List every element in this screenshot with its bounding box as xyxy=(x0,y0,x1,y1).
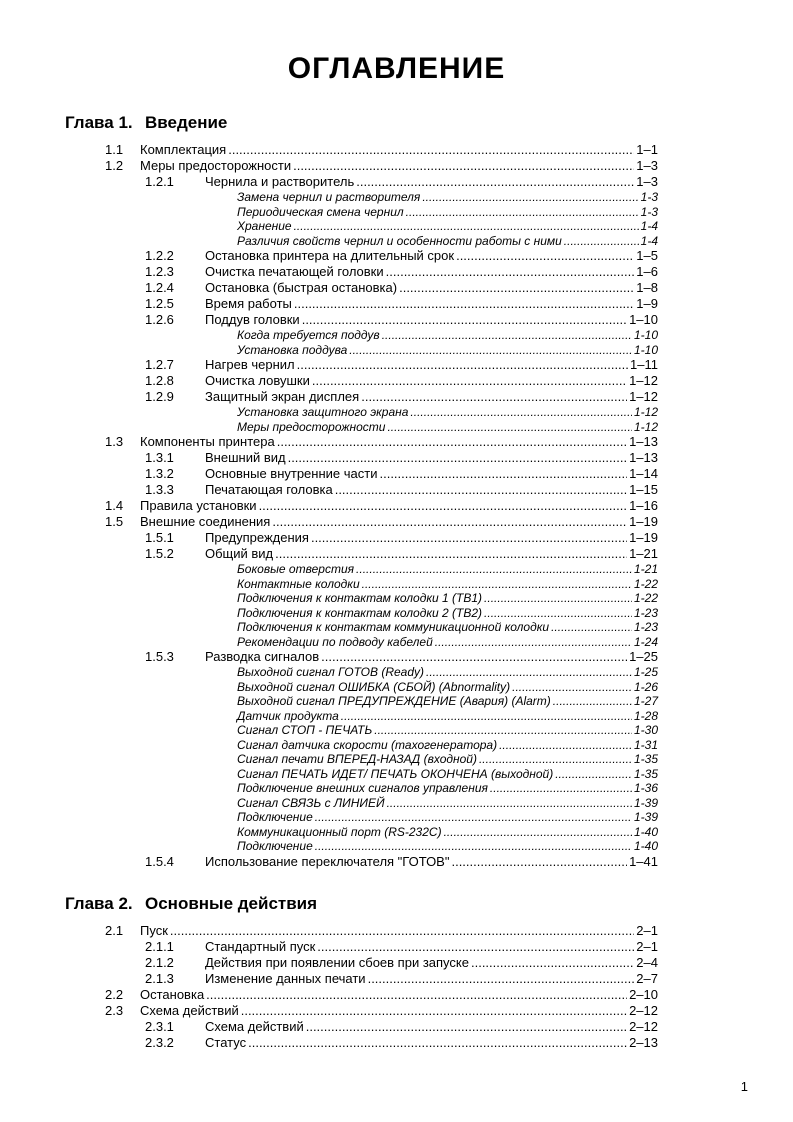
toc-entry-page: 1–12 xyxy=(629,389,658,404)
toc-entry[interactable] xyxy=(65,649,658,665)
toc-entry[interactable] xyxy=(65,694,658,709)
toc-entry-number: 1.5.2 xyxy=(145,546,174,561)
chapter-heading xyxy=(65,113,658,133)
toc-entry-title: Периодическая смена чернил xyxy=(237,204,404,219)
toc-entry-page: 1–12 xyxy=(629,373,658,388)
dot-leader xyxy=(248,1035,627,1051)
toc-entry-title: Подключения к контактам колодки 1 (ТВ1) xyxy=(237,591,483,605)
dot-leader xyxy=(564,234,639,249)
toc-entry[interactable] xyxy=(65,142,658,158)
toc-entry-page: 1-10 xyxy=(633,328,658,342)
dot-leader xyxy=(302,312,627,328)
toc-entry-title: Сигнал датчика скорости (тахогенератора) xyxy=(237,737,498,752)
chapter-label: Глава 2. xyxy=(65,893,133,913)
toc-entry-number: 2.3 xyxy=(105,1002,124,1018)
toc-entry-page: 1–15 xyxy=(629,482,658,497)
toc-entry-page: 1-3 xyxy=(640,204,658,219)
toc-entry[interactable] xyxy=(65,158,658,174)
toc-entry-title: Общий вид xyxy=(205,546,274,561)
toc-entry-number: 1.5.4 xyxy=(145,853,174,869)
chapter-entries xyxy=(65,923,658,1051)
toc-entry-title: Установка поддува xyxy=(237,342,348,357)
toc-entry-title: Замена чернил и растворителя xyxy=(237,190,421,204)
toc-entry-page: 2–13 xyxy=(629,1034,658,1050)
toc-entry-title: Действия при появлении сбоев при запуске xyxy=(205,954,469,970)
toc-entry-page: 1–9 xyxy=(636,296,658,311)
toc-entry-number: 1.3.2 xyxy=(145,466,174,481)
chapter-entries xyxy=(65,142,658,870)
toc-entry[interactable] xyxy=(65,971,658,987)
toc-entry-title: Защитный экран дисплея xyxy=(205,389,360,404)
toc-entry-number: 1.2.7 xyxy=(145,357,174,372)
dot-leader xyxy=(315,810,632,825)
toc-entry[interactable] xyxy=(65,810,658,825)
toc-entry-page: 1–3 xyxy=(636,158,658,173)
toc-entry[interactable] xyxy=(65,665,658,680)
dot-leader xyxy=(288,450,628,466)
toc-entry-page: 1-35 xyxy=(633,766,658,781)
dot-leader xyxy=(294,219,639,234)
dot-leader xyxy=(361,389,627,405)
toc-entry[interactable] xyxy=(65,987,658,1003)
toc-entry-title: Контактные колодки xyxy=(237,576,360,591)
toc-entry-page: 1-12 xyxy=(633,419,658,434)
toc-entry-title: Основные внутренние части xyxy=(205,466,378,481)
dot-leader xyxy=(386,264,635,280)
toc-entry-page: 1–25 xyxy=(629,649,658,664)
toc-entry[interactable] xyxy=(65,514,658,530)
dot-leader xyxy=(277,434,627,450)
toc-entry-page: 1-21 xyxy=(633,562,658,576)
dot-leader xyxy=(382,328,632,343)
toc-entry-page: 1-3 xyxy=(640,190,658,204)
toc-entry-number: 1.1 xyxy=(105,142,124,157)
toc-entry[interactable] xyxy=(65,723,658,738)
toc-entry-title: Внешние соединения xyxy=(140,514,271,529)
toc-entry-number: 2.3.2 xyxy=(145,1034,174,1050)
toc-entry-title: Стандартный пуск xyxy=(205,938,316,954)
toc-entry-title: Меры предосторожности xyxy=(237,419,386,434)
toc-entry[interactable] xyxy=(65,923,658,939)
toc-entry[interactable] xyxy=(65,680,658,695)
toc-entry-title: Очистка печатающей головки xyxy=(205,264,384,279)
dot-leader xyxy=(311,530,627,546)
toc-entry-number: 1.3 xyxy=(105,434,124,449)
toc-entry-page: 1–19 xyxy=(629,530,658,545)
toc-entry[interactable] xyxy=(65,482,658,498)
toc-entry-title: Выходной сигнал ГОТОВ (Ready) xyxy=(237,665,425,679)
toc-entry-page: 1–13 xyxy=(629,434,658,449)
dot-leader xyxy=(275,546,627,562)
dot-leader xyxy=(362,577,632,592)
toc-entry[interactable] xyxy=(65,530,658,546)
toc-entry[interactable] xyxy=(65,405,658,420)
dot-leader xyxy=(170,923,634,939)
toc-entry[interactable] xyxy=(65,577,658,592)
toc-entry-number: 1.5.3 xyxy=(145,649,174,664)
dot-leader xyxy=(293,158,634,174)
toc-entry-title: Нагрев чернил xyxy=(205,357,295,372)
dot-leader xyxy=(228,142,634,158)
toc-entry-title: Изменение данных печати xyxy=(205,970,366,986)
toc-entry-title: Подключение xyxy=(237,810,313,824)
toc-entry-title: Поддув головки xyxy=(205,312,300,327)
toc-entry[interactable] xyxy=(65,767,658,782)
toc-entry-title: Выходной сигнал ПРЕДУПРЕЖДЕНИЕ (Авария) (Alarm) xyxy=(237,694,551,708)
toc-entry-title: Различия свойств чернил и особенности работы с ними xyxy=(237,233,562,248)
dot-leader xyxy=(387,420,632,435)
toc-entry-number: 2.2 xyxy=(105,986,124,1002)
toc-entry-page: 1–5 xyxy=(636,248,658,263)
toc-entry-title: Правила установки xyxy=(140,498,257,513)
toc-entry-number: 1.2.9 xyxy=(145,389,174,404)
dot-leader xyxy=(435,635,632,650)
toc-entry[interactable] xyxy=(65,174,658,190)
dot-leader xyxy=(512,680,632,695)
toc-entry-title: Подключение внешних сигналов управления xyxy=(237,781,488,795)
toc-entry[interactable] xyxy=(65,709,658,724)
toc-entry-number: 2.1.3 xyxy=(145,970,174,986)
toc-entry-number: 1.2.8 xyxy=(145,373,174,388)
toc-entry-page: 1-28 xyxy=(633,708,658,723)
toc-entry-page: 1-27 xyxy=(633,694,658,708)
toc-entry-number: 1.5 xyxy=(105,514,124,529)
toc-entry-page: 1–11 xyxy=(630,357,658,372)
toc-entry[interactable] xyxy=(65,234,658,249)
dot-leader xyxy=(387,796,632,811)
dot-leader xyxy=(321,649,627,665)
toc-entry-page: 1-22 xyxy=(633,591,658,605)
toc-entry-title: Сигнал печати ВПЕРЕД-НАЗАД (входной) xyxy=(237,752,477,766)
dot-leader xyxy=(484,606,632,621)
dot-leader xyxy=(349,343,632,358)
toc-entry-title: Сигнал СВЯЗЬ с ЛИНИЕЙ xyxy=(237,795,385,810)
toc-entry[interactable] xyxy=(65,781,658,796)
toc-entry[interactable] xyxy=(65,939,658,955)
toc-entry-page: 1–8 xyxy=(636,280,658,295)
toc-entry[interactable] xyxy=(65,955,658,971)
toc-entry-title: Печатающая головка xyxy=(205,482,333,497)
toc-entry[interactable] xyxy=(65,248,658,264)
toc-entry-title: Пуск xyxy=(140,922,168,938)
toc-entry-page: 1-12 xyxy=(633,405,658,419)
toc-entry-number: 1.2 xyxy=(105,158,124,173)
dot-leader xyxy=(272,514,627,530)
dot-leader xyxy=(368,971,635,987)
toc-entry[interactable] xyxy=(65,1003,658,1019)
page-title: ОГЛАВЛЕНИЕ xyxy=(287,52,506,85)
dot-leader xyxy=(379,466,627,482)
toc-entry-title: Статус xyxy=(205,1034,247,1050)
toc-entry-number: 1.2.4 xyxy=(145,280,174,295)
toc-entry-title: Очистка ловушки xyxy=(205,373,310,388)
toc-entry[interactable] xyxy=(65,312,658,328)
toc-entry[interactable] xyxy=(65,328,658,343)
dot-leader xyxy=(259,498,628,514)
toc-entry-page: 1–14 xyxy=(629,466,658,481)
dot-leader xyxy=(312,373,627,389)
toc-entry[interactable] xyxy=(65,738,658,753)
toc-entry[interactable] xyxy=(65,546,658,562)
toc-entry-page: 1-39 xyxy=(633,810,658,824)
toc-chapter xyxy=(65,894,658,1051)
toc-entry-number: 2.1.1 xyxy=(145,938,174,954)
toc-entry-number: 1.5.1 xyxy=(145,530,174,545)
toc-entry[interactable] xyxy=(65,1019,658,1035)
toc-entry-title: Внешний вид xyxy=(205,450,286,465)
toc-entry[interactable] xyxy=(65,190,658,205)
toc-chapter xyxy=(65,113,658,870)
toc-entry-title: Сигнал ПЕЧАТЬ ИДЕТ/ ПЕЧАТЬ ОКОНЧЕНА (выходной) xyxy=(237,766,554,781)
toc-entry-page: 1–19 xyxy=(629,514,658,529)
toc-entry-page: 1-25 xyxy=(633,665,658,679)
toc-entry-page: 1–10 xyxy=(629,312,658,327)
toc-entry-title: Предупреждения xyxy=(205,530,309,545)
toc-entry-number: 1.3.1 xyxy=(145,450,174,465)
toc-entry-title: Остановка xyxy=(140,986,205,1002)
toc-entry-title: Компоненты принтера xyxy=(140,434,275,449)
toc-entry[interactable] xyxy=(65,591,658,606)
toc-entry[interactable] xyxy=(65,357,658,373)
toc-entry-title: Остановка принтера на длительный срок xyxy=(205,248,455,263)
dot-leader xyxy=(553,694,632,709)
toc-entry-title: Хранение xyxy=(237,219,292,233)
chapter-title: Основные действия xyxy=(145,893,318,913)
toc xyxy=(65,113,658,1051)
toc-entry-page: 2–12 xyxy=(629,1018,658,1034)
toc-entry[interactable] xyxy=(65,450,658,466)
toc-entry[interactable] xyxy=(65,219,658,234)
toc-entry-title: Боковые отверстия xyxy=(237,562,355,576)
dot-leader xyxy=(341,709,632,724)
toc-entry-title: Подключение xyxy=(237,839,313,853)
toc-entry-title: Комплектация xyxy=(140,142,227,157)
toc-entry-title: Датчик продукта xyxy=(237,708,339,723)
toc-entry-page: 1–41 xyxy=(629,853,658,869)
dot-leader xyxy=(356,174,634,190)
toc-entry-page: 1–21 xyxy=(629,546,658,561)
toc-entry[interactable] xyxy=(65,466,658,482)
toc-entry[interactable] xyxy=(65,420,658,435)
dot-leader xyxy=(306,1019,627,1035)
toc-entry[interactable] xyxy=(65,606,658,621)
dot-leader xyxy=(444,825,632,840)
toc-entry-title: Остановка (быстрая остановка) xyxy=(205,280,398,295)
dot-leader xyxy=(456,248,634,264)
toc-entry[interactable] xyxy=(65,796,658,811)
toc-entry-page: 1–3 xyxy=(636,174,658,189)
toc-entry-page: 1-22 xyxy=(633,576,658,591)
toc-entry-number: 1.2.5 xyxy=(145,296,174,311)
toc-entry-page: 1-39 xyxy=(633,795,658,810)
dot-leader xyxy=(374,723,632,738)
toc-entry-title: Сигнал СТОП - ПЕЧАТЬ xyxy=(237,723,373,737)
toc-entry[interactable] xyxy=(65,854,658,870)
toc-entry-page: 1-31 xyxy=(633,737,658,752)
toc-entry-page: 1–1 xyxy=(636,142,658,157)
dot-leader xyxy=(484,591,632,606)
toc-entry-number: 2.1.2 xyxy=(145,954,174,970)
toc-entry-page: 1–13 xyxy=(629,450,658,465)
dot-leader xyxy=(490,781,632,796)
dot-leader xyxy=(471,955,634,971)
toc-entry[interactable] xyxy=(65,434,658,450)
dot-leader xyxy=(451,854,627,870)
dot-leader xyxy=(317,939,634,955)
toc-entry[interactable] xyxy=(65,296,658,312)
toc-entry-page: 1-35 xyxy=(633,752,658,766)
toc-entry-title: Выходной сигнал ОШИБКА (СБОЙ) (Abnormality) xyxy=(237,679,511,694)
chapter-title: Введение xyxy=(145,113,228,132)
toc-entry-number: 1.2.6 xyxy=(145,312,174,327)
toc-entry-page: 1-26 xyxy=(633,679,658,694)
toc-entry-title: Время работы xyxy=(205,296,292,311)
dot-leader xyxy=(294,296,634,312)
toc-entry[interactable] xyxy=(65,498,658,514)
dot-leader xyxy=(422,190,638,205)
toc-entry-title: Установка защитного экрана xyxy=(237,405,409,419)
toc-entry-page: 2–1 xyxy=(636,922,658,938)
dot-leader xyxy=(410,405,632,420)
toc-entry-page: 2–12 xyxy=(629,1002,658,1018)
dot-leader xyxy=(297,357,628,373)
toc-entry-page: 2–4 xyxy=(636,954,658,970)
dot-leader xyxy=(551,620,632,635)
toc-entry-page: 2–1 xyxy=(636,938,658,954)
dot-leader xyxy=(555,767,632,782)
toc-entry[interactable] xyxy=(65,280,658,296)
toc-entry-number: 2.3.1 xyxy=(145,1018,174,1034)
toc-entry-title: Подключения к контактам коммуникационной колодки xyxy=(237,620,550,634)
toc-entry-page: 1-36 xyxy=(633,781,658,795)
dot-leader xyxy=(356,562,632,577)
toc-entry-page: 1-4 xyxy=(640,219,658,233)
dot-leader xyxy=(426,665,632,680)
toc-entry-page: 1–16 xyxy=(629,498,658,513)
toc-entry[interactable] xyxy=(65,620,658,635)
toc-entry-page: 1-24 xyxy=(633,634,658,649)
toc-entry[interactable] xyxy=(65,264,658,280)
toc-entry-page: 1-10 xyxy=(633,342,658,357)
toc-entry-page: 1–6 xyxy=(636,264,658,279)
chapter-heading xyxy=(65,894,658,914)
toc-entry-page: 1-23 xyxy=(633,620,658,634)
toc-entry[interactable] xyxy=(65,389,658,405)
toc-entry[interactable] xyxy=(65,343,658,358)
footer-page-number: 1 xyxy=(740,1079,748,1094)
dot-leader xyxy=(399,280,634,296)
toc-entry-page: 2–10 xyxy=(629,986,658,1002)
toc-entry-number: 1.2.3 xyxy=(145,264,174,279)
toc-entry-title: Меры предосторожности xyxy=(140,158,292,173)
toc-entry-title: Разводка сигналов xyxy=(205,649,320,664)
toc-entry[interactable] xyxy=(65,825,658,840)
dot-leader xyxy=(241,1003,627,1019)
dot-leader xyxy=(406,205,639,220)
dot-leader xyxy=(499,738,632,753)
toc-entry[interactable] xyxy=(65,205,658,220)
toc-entry-title: Схема действий xyxy=(140,1002,239,1018)
dot-leader xyxy=(479,752,632,767)
toc-entry-number: 1.2.1 xyxy=(145,174,174,189)
toc-entry-page: 1-4 xyxy=(640,233,658,248)
toc-entry[interactable] xyxy=(65,635,658,650)
toc-entry-page: 2–7 xyxy=(636,970,658,986)
toc-entry-number: 1.2.2 xyxy=(145,248,174,263)
toc-entry-page: 1-40 xyxy=(633,824,658,839)
toc-entry-title: Схема действий xyxy=(205,1018,304,1034)
dot-leader xyxy=(315,839,632,854)
toc-entry-number: 2.1 xyxy=(105,922,124,938)
chapter-label: Глава 1. xyxy=(65,113,133,132)
dot-leader xyxy=(206,987,627,1003)
toc-entry-title: Рекомендации по подводу кабелей xyxy=(237,634,433,649)
toc-entry[interactable] xyxy=(65,839,658,854)
toc-entry-title: Подключения к контактам колодки 2 (ТВ2) xyxy=(237,605,483,620)
toc-entry-title: Использование переключателя "ГОТОВ" xyxy=(205,853,450,869)
toc-entry-number: 1.3.3 xyxy=(145,482,174,497)
toc-entry[interactable] xyxy=(65,752,658,767)
toc-entry-title: Коммуникационный порт (RS-232C) xyxy=(237,824,442,839)
toc-entry[interactable] xyxy=(65,373,658,389)
toc-entry-page: 1-23 xyxy=(633,605,658,620)
toc-entry-page: 1-30 xyxy=(633,723,658,737)
toc-entry-page: 1-40 xyxy=(633,839,658,853)
toc-entry-number: 1.4 xyxy=(105,498,124,513)
toc-entry[interactable] xyxy=(65,1035,658,1051)
toc-entry-title: Чернила и растворитель xyxy=(205,174,355,189)
toc-entry-title: Когда требуется поддув xyxy=(237,328,380,342)
toc-entry[interactable] xyxy=(65,562,658,577)
dot-leader xyxy=(335,482,627,498)
